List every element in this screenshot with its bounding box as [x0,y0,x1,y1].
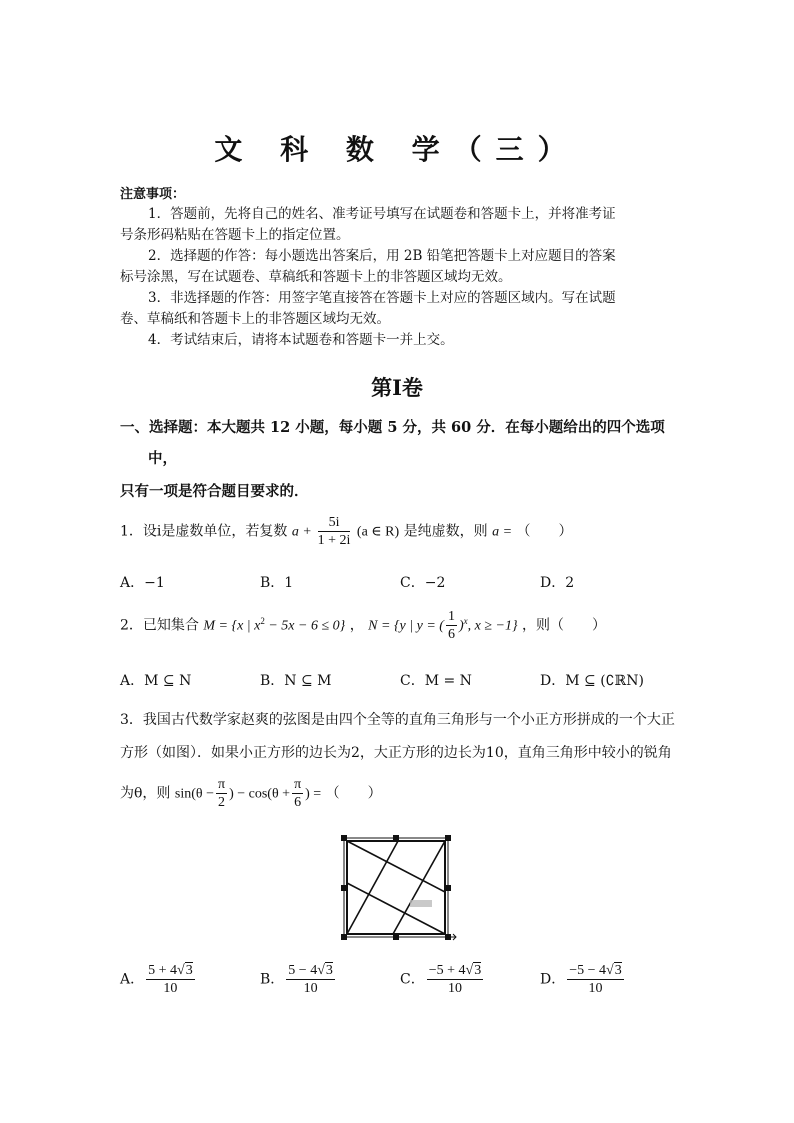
notice-item-4: 4．考试结束后，请将本试题卷和答题卡一并上交。 [148,332,454,348]
q3-expr-a: sin(θ − [174,786,214,802]
handle-bl [341,934,347,940]
q3-option-b-den: 10 [303,981,318,996]
q3-option-c-fraction: $\frac{-5 + 4√3}{10}$ [428,963,482,996]
notice-item-3-line1: 3．非选择题的作答：用签字笔直接答在答题卡上对应的答题区域内。写在试题 [148,290,616,306]
q1-frac-num: 5i [318,514,351,532]
q1-fraction [318,514,351,549]
q3-option-b-label: B． [260,971,285,988]
q3-option-c-root: 3 [474,963,482,978]
notice-item-2-line1: 2．选择题的作答：每小题选出答案后，用 2B 铅笔把答题卡上对应题目的答案 [148,248,616,264]
q3-option-d-root: 3 [614,963,622,978]
q3-tail: （ ） [325,785,382,802]
notice-heading: 注意事项： [120,187,186,202]
q2-set-m-b: − 5x − 6 ≤ 0} [264,618,346,634]
q3-option-b [260,962,337,997]
q2-sep: ， [349,617,364,634]
q2-sup-2: 2 [260,615,265,626]
q3-option-c [400,962,485,997]
q3-line2: 方形（如图）．如果小正方形的边长为2，大正方形的边长为10，直角三角形中较小的锐角 [120,745,672,761]
q3-expr-b: ) − cos(θ + [229,786,291,802]
q1-option-b: B．1 [260,575,294,591]
q2-option-d: D．M ⊆ (∁ℝN) [540,673,644,689]
q3-frac-2: 2 [218,795,226,810]
q1-plus: + [303,524,312,540]
q3-line3-lead: 为θ，则 [120,785,171,802]
blurred-mark [410,900,432,907]
q3-option-b-fraction: $\frac{5 - 4√3}{10}$ [288,963,333,996]
q3-option-a [120,962,197,997]
page-title: 文 科 数 学（三） [214,133,580,166]
q3-option-d [540,962,626,997]
q2-frac-den: 6 [447,627,455,642]
q3-frac-pi-6 [292,776,303,811]
hypotenuse-diagram [338,833,460,943]
notice-item-2-line2: 标号涂黑，写在试题卷、草稿纸和答题卡上的非答题区域均无效。 [120,269,512,285]
handle-ml [341,885,347,891]
q3-line1: 3．我国古代数学家赵爽的弦图是由四个全等的直角三角形与一个小正方形拼成的一个大正 [120,712,675,728]
q1-option-a: A．−1 [120,575,165,591]
q3-frac-pi-2 [216,776,227,811]
q1-option-d: D．2 [540,575,575,591]
q2-lead: 2．已知集合 [120,617,199,634]
q3-option-a-num: 5 + 4 [148,963,178,978]
q1-option-c: C．−2 [400,575,446,591]
q2-option-b: B．N ⊆ M [260,673,332,689]
q2-option-c: C．M = N [400,673,472,689]
q1-tail: （ ） [516,523,573,540]
q3-frac-6: 6 [294,795,302,810]
q3-frac-pi: π [218,777,226,792]
q3-option-c-den: 10 [447,981,462,996]
q3-option-a-fraction: $\frac{5 + 4√3}{10}$ [148,963,193,996]
q3-option-c-num: −5 + 4 [428,963,466,978]
q2-frac-num: 1 [447,609,455,624]
handle-tr [445,835,451,841]
q3-option-d-num: −5 − 4 [569,963,607,978]
q3-option-d-label: D． [540,971,566,988]
q2-set-m-a: M = {x | x [203,618,261,634]
q3-option-b-num: 5 − 4 [288,963,318,978]
q2-tail: ，则（ ） [522,617,607,634]
notice-item-1-line2: 号条形码粘贴在答题卡上的指定位置。 [120,227,350,243]
q2-sup-x: x [463,615,468,626]
notice-item-3-line2: 卷、草稿纸和答题卡上的非答题区域均无效。 [120,311,390,327]
q2-fraction [446,608,457,643]
q3-option-c-label: C． [400,971,425,988]
q1-condition: (a ∈ R) [356,524,400,540]
handle-mr [445,885,451,891]
q2-set-n-a: N = {y | y = ( [368,618,444,634]
q3-option-d-fraction: $\frac{-5 - 4√3}{10}$ [569,963,622,996]
q3-frac-pi-b: π [294,777,302,792]
q1-frac-den: 1 + 2i [317,533,351,548]
q3-expr-c: ) = [305,786,322,802]
q2-set-n-b: ) [458,618,464,634]
q1-mid: 是纯虚数，则 [403,523,488,540]
question-2 [120,608,606,643]
q2-option-a: A．M ⊆ N [120,673,192,689]
q1-lead: 1．设i是虚数单位，若复数 [120,523,288,540]
part1-heading-line1: 一、选择题：本大题共 12 小题，每小题 5 分，共 60 分．在每小题给出的四个选项 [120,419,665,436]
notice-item-1-line1: 1．答题前，先将自己的姓名、准考证号填写在试题卷和答题卡上，并将准考证 [148,206,616,222]
q3-option-a-root: 3 [185,963,193,978]
q3-option-a-den: 10 [163,981,178,996]
handle-tl [341,835,347,841]
question-1 [120,514,572,549]
big-square [347,841,445,934]
diagram-frame [344,838,448,937]
section-title: 第Ⅰ卷 [371,375,423,400]
q1-ask: a = [492,524,513,540]
part1-heading-line2: 中， [148,450,177,467]
handle-bm [393,934,399,940]
handle-tm [393,835,399,841]
q1-var-a: a [291,524,299,540]
q3-option-b-root: 3 [325,963,333,978]
q2-set-n-c: , x ≥ −1} [467,618,518,634]
q3-line3 [120,776,382,811]
part1-heading-line3: 只有一项是符合题目要求的． [120,483,309,500]
q3-option-a-label: A． [120,971,145,988]
q3-option-d-den: 10 [588,981,603,996]
